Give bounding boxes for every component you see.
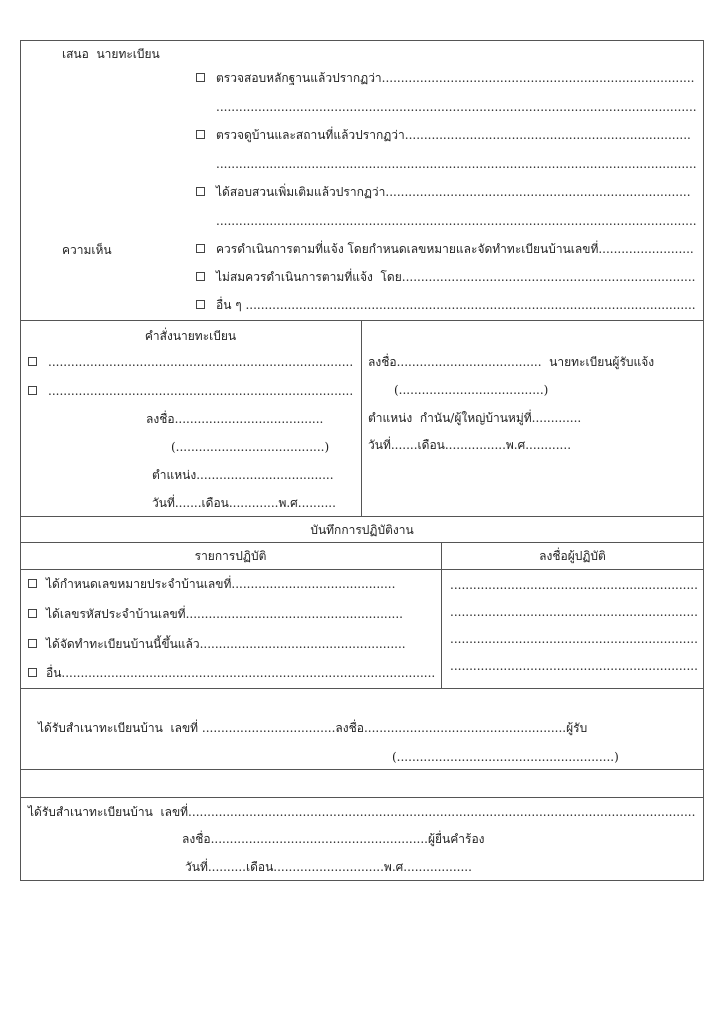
- divider-proposal: [20, 320, 704, 321]
- record-item-3: ได้จัดทำทะเบียนบ้านนี้ขึ้นแล้ว......................................................: [46, 637, 406, 651]
- inspect-house-label: ตรวจดูบ้านและสถานที่แล้วปรากฏว่า...........................................................................: [216, 128, 691, 142]
- record-signer-line-1: .................................................................: [450, 578, 698, 592]
- record-item-4: อื่น..................................................................................................: [46, 666, 436, 680]
- divider-order-vertical: [361, 320, 362, 516]
- order-date: วันที่.......เดือน.............พ.ศ..........: [152, 496, 336, 510]
- opinion-label: ความเห็น: [62, 243, 112, 257]
- order-title: คำสั่งนายทะเบียน: [144, 329, 237, 343]
- opinion-approve-label: ควรดำเนินการตามที่แจ้ง โดยกำหนดเลขหมายและจัดทำทะเบียนบ้านเลขที่.........................: [216, 242, 694, 256]
- order-line-2: ................................................................................: [48, 384, 354, 398]
- further-inquiry-label: ได้สอบสวนเพิ่มเติมแล้วปรากฏว่า................................................................................: [216, 185, 691, 199]
- informant-signature: ลงชื่อ...................................... นายทะเบียนผู้รับแจ้ง: [368, 355, 655, 369]
- record-item-4-checkbox[interactable]: [28, 668, 37, 677]
- record-item-2: ได้เลขรหัสประจำบ้านเลขที่.........................................................: [46, 607, 403, 621]
- inspect-house-continuation: ..............................................................................................................................: [216, 157, 697, 171]
- applicant-house-copy: ได้รับสำเนาทะเบียนบ้าน เลขที่.....................................................................................................................................: [28, 805, 696, 819]
- record-signer-line-2: .................................................................: [450, 605, 698, 619]
- divider-record-header: [20, 569, 704, 570]
- order-line-2-checkbox[interactable]: [28, 386, 37, 395]
- applicant-signature: ลงชื่อ.........................................................ผู้ยื่นคำร้อง: [182, 832, 485, 846]
- inspect-house-checkbox[interactable]: [196, 130, 205, 139]
- divider-record: [20, 688, 704, 689]
- record-signer-line-3: .................................................................: [450, 632, 698, 646]
- divider-receipt: [20, 769, 704, 770]
- record-item-2-checkbox[interactable]: [28, 609, 37, 618]
- proposal-heading: เสนอ นายทะเบียน: [62, 47, 160, 61]
- record-signer-line-4: .................................................................: [450, 659, 698, 673]
- divider-record-title: [20, 542, 704, 543]
- opinion-reject-label: ไม่สมควรดำเนินการตามที่แจ้ง โดย.............................................................................: [216, 270, 696, 284]
- order-position: ตำแหน่ง....................................: [152, 468, 334, 482]
- informant-date: วันที่.......เดือน................พ.ศ............: [368, 438, 572, 452]
- divider-order: [20, 516, 704, 517]
- further-inquiry-continuation: ..............................................................................................................................: [216, 214, 697, 228]
- opinion-other-label: อื่น ๆ ......................................................................................................................: [216, 298, 696, 312]
- record-item-3-checkbox[interactable]: [28, 639, 37, 648]
- opinion-approve-checkbox[interactable]: [196, 244, 205, 253]
- record-item-1: ได้กำหนดเลขหมายประจำบ้านเลขที่...........................................: [46, 577, 396, 591]
- informant-position: ตำแหน่ง กำนัน/ผู้ใหญ่บ้านหมู่ที่.............: [368, 411, 582, 425]
- receipt-receiver-name: (.........................................................): [392, 750, 619, 764]
- order-line-1-checkbox[interactable]: [28, 357, 37, 366]
- receipt-house-copy: ได้รับสำเนาทะเบียนบ้าน เลขที่ ...................................ลงชื่อ.....................................................ผู้รับ: [38, 721, 588, 735]
- check-evidence-checkbox[interactable]: [196, 73, 205, 82]
- opinion-reject-checkbox[interactable]: [196, 272, 205, 281]
- record-title: บันทึกการปฏิบัติงาน: [310, 523, 414, 537]
- record-signer-header: ลงชื่อผู้ปฏิบัติ: [539, 549, 606, 563]
- order-signature: ลงชื่อ.......................................: [146, 412, 324, 426]
- opinion-other-checkbox[interactable]: [196, 300, 205, 309]
- informant-signature-name: (......................................): [394, 383, 549, 397]
- further-inquiry-checkbox[interactable]: [196, 187, 205, 196]
- check-evidence-continuation: ..............................................................................................................................: [216, 100, 697, 114]
- record-actions-header: รายการปฏิบัติ: [194, 549, 267, 563]
- check-evidence-label: ตรวจสอบหลักฐานแล้วปรากฏว่า..................................................................................: [216, 71, 695, 85]
- order-signature-name: (.......................................): [171, 440, 330, 454]
- applicant-date: วันที่..........เดือน.............................พ.ศ..................: [185, 860, 472, 874]
- order-line-1: ................................................................................: [48, 355, 354, 369]
- divider-record-vertical: [441, 542, 442, 688]
- divider-blank-row: [20, 797, 704, 798]
- record-item-1-checkbox[interactable]: [28, 579, 37, 588]
